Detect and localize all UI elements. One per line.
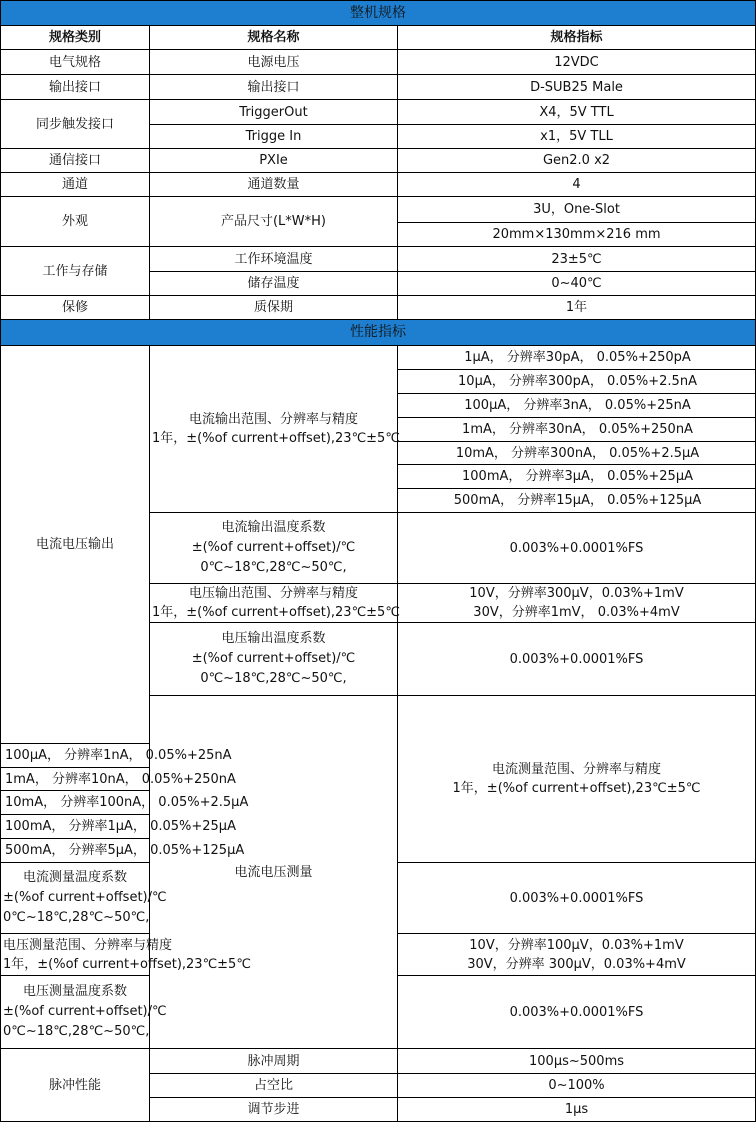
measure-current-value: 100μA， 分辨率1nA， 0.05%+25nA (1, 744, 150, 768)
measure-current-temp-line3: 0℃~18℃,28℃~50℃, (3, 910, 150, 925)
output-voltage-value-2: 30V，分辨率1mV， 0.03%+4mV (473, 605, 680, 620)
measure-current-value: 10mA， 分辨率100nA， 0.05%+2.5μA (1, 791, 150, 815)
output-current-range-name (150, 346, 398, 513)
row-name: TriggerOut (150, 100, 398, 125)
pulse-step-value: 1μs (398, 1098, 756, 1122)
table-row (1, 247, 756, 272)
section-title-spec: 整机规格 (1, 1, 756, 26)
section-row-perf (1, 320, 756, 346)
table-row (1, 75, 756, 100)
measure-current-value: 1mA， 分辨率10nA， 0.05%+250nA (1, 768, 150, 791)
output-voltage-value-1: 10V，分辨率300μV，0.03%+1mV (469, 586, 684, 601)
output-current-value: 10μA， 分辨率300pA， 0.05%+2.5nA (398, 370, 756, 394)
output-current-temp-line2: ±(%of current+offset)/℃ (191, 540, 356, 555)
table-row (1, 296, 756, 320)
row-value: x1，5V TLL (398, 125, 756, 149)
output-current-value: 1mA， 分辨率30nA， 0.05%+250nA (398, 418, 756, 442)
measure-current-value: 500mA， 分辨率5μA， 0.05%+125μA (1, 839, 150, 863)
row-name: 输出接口 (150, 75, 398, 100)
pulse-duty-name: 占空比 (150, 1074, 398, 1098)
measure-voltage-temp-name (1, 976, 167, 1049)
output-voltage-range-value (398, 584, 756, 623)
row-name: 电源电压 (150, 50, 398, 75)
row-value: 1年 (398, 296, 756, 320)
row-value: 4 (398, 173, 756, 197)
row-value: D-SUB25 Male (398, 75, 756, 100)
header-row (1, 26, 756, 50)
row-value: 0~40℃ (398, 272, 756, 296)
row-value: 23±5℃ (398, 247, 756, 272)
section-row-spec (1, 1, 756, 26)
output-current-temp-name (150, 513, 398, 584)
output-current-value: 1μA， 分辨率30pA， 0.05%+250pA (398, 346, 756, 370)
row-category: 电气规格 (1, 50, 150, 75)
table-row (1, 173, 756, 197)
measure-voltage-range-name (1, 934, 251, 976)
measure-voltage-range-line2: 1年，±(%of current+offset),23℃±5℃ (3, 956, 251, 972)
measure-voltage-temp-line2: ±(%of current+offset)/℃ (3, 1004, 167, 1019)
output-current-value: 100μA， 分辨率3nA， 0.05%+25nA (398, 394, 756, 418)
header-name: 规格名称 (150, 26, 398, 50)
row-name: 工作环境温度 (150, 247, 398, 272)
table-row (1, 346, 756, 370)
output-voltage-temp-line3: 0℃~18℃,28℃~50℃, (200, 671, 347, 686)
pulse-category: 脉冲性能 (1, 1049, 150, 1122)
row-name: Trigge In (150, 125, 398, 149)
measure-voltage-value-2: 30V，分辨率 300μV，0.03%+4mV (467, 956, 686, 972)
table-row (1, 50, 756, 75)
row-category: 外观 (1, 197, 150, 247)
measure-voltage-temp-line1: 电压测量温度系数 (22, 984, 127, 999)
output-current-temp-line1: 电流输出温度系数 (221, 520, 326, 535)
output-current-range-line1: 电流输出范围、分辨率与精度 (188, 412, 358, 427)
row-category: 输出接口 (1, 75, 150, 100)
row-value: 12VDC (398, 50, 756, 75)
row-name: 储存温度 (150, 272, 398, 296)
row-category: 工作与存储 (1, 247, 150, 296)
header-value: 规格指标 (398, 26, 756, 50)
measure-current-temp-name (1, 863, 167, 934)
row-name: PXIe (150, 149, 398, 173)
measure-current-range-name (398, 696, 756, 863)
measure-current-value: 100mA， 分辨率1μA， 0.05%+25μA (1, 815, 150, 839)
header-category: 规格类别 (1, 26, 150, 50)
pulse-duty-value: 0~100% (398, 1074, 756, 1098)
measure-current-temp-value: 0.003%+0.0001%FS (398, 863, 756, 934)
table-row (1, 197, 756, 223)
output-category: 电流电压输出 (1, 346, 150, 744)
pulse-period-value: 100μs~500ms (398, 1049, 756, 1074)
measure-voltage-temp-line3: 0℃~18℃,28℃~50℃, (3, 1024, 150, 1039)
output-voltage-temp-line2: ±(%of current+offset)/℃ (191, 651, 356, 666)
output-voltage-range-line1: 电压输出范围、分辨率与精度 (188, 586, 358, 601)
pulse-period-name: 脉冲周期 (150, 1049, 398, 1074)
measure-current-temp-line1: 电流测量温度系数 (22, 870, 127, 885)
row-value: Gen2.0 x2 (398, 149, 756, 173)
measure-voltage-value-1: 10V，分辨率100μV，0.03%+1mV (469, 937, 684, 953)
output-voltage-temp-line1: 电压输出温度系数 (221, 631, 326, 646)
output-voltage-range-line2: 1年，±(%of current+offset),23℃±5℃ (152, 605, 400, 620)
measure-voltage-temp-value: 0.003%+0.0001%FS (398, 976, 756, 1049)
table-row (1, 1049, 756, 1074)
measure-current-temp-line2: ±(%of current+offset)/℃ (3, 890, 167, 905)
measure-voltage-range-value (398, 934, 756, 976)
output-current-value: 10mA， 分辨率300nA， 0.05%+2.5μA (398, 442, 756, 465)
measure-category: 电流电压测量 (150, 696, 398, 1049)
measure-voltage-range-line1: 电压测量范围、分辨率与精度 (3, 937, 173, 953)
row-category: 同步触发接口 (1, 100, 150, 149)
output-voltage-temp-value: 0.003%+0.0001%FS (398, 623, 756, 696)
output-current-temp-line3: 0℃~18℃,28℃~50℃, (200, 560, 347, 575)
table-row (1, 100, 756, 125)
row-value: 20mm×130mm×216 mm (398, 223, 756, 247)
row-value: X4，5V TTL (398, 100, 756, 125)
output-voltage-range-name (150, 584, 398, 623)
row-value: 3U，One-Slot (398, 197, 756, 223)
section-title-perf: 性能指标 (1, 320, 756, 346)
output-current-value: 500mA， 分辨率15μA， 0.05%+125μA (398, 489, 756, 513)
output-voltage-temp-name (150, 623, 398, 696)
measure-current-range-line2: 1年，±(%of current+offset),23℃±5℃ (452, 781, 701, 796)
output-current-value: 100mA， 分辨率3μA， 0.05%+25μA (398, 465, 756, 489)
output-current-temp-value: 0.003%+0.0001%FS (398, 513, 756, 584)
table-row (1, 149, 756, 173)
pulse-step-name: 调节步进 (150, 1098, 398, 1122)
row-category: 通信接口 (1, 149, 150, 173)
row-name: 通道数量 (150, 173, 398, 197)
row-category: 保修 (1, 296, 150, 320)
row-name: 质保期 (150, 296, 398, 320)
measure-current-range-line1: 电流测量范围、分辨率与精度 (492, 762, 662, 777)
row-category: 通道 (1, 173, 150, 197)
row-name: 产品尺寸(L*W*H) (150, 197, 398, 247)
output-current-range-line2: 1年，±(%of current+offset),23℃±5℃ (152, 431, 400, 446)
